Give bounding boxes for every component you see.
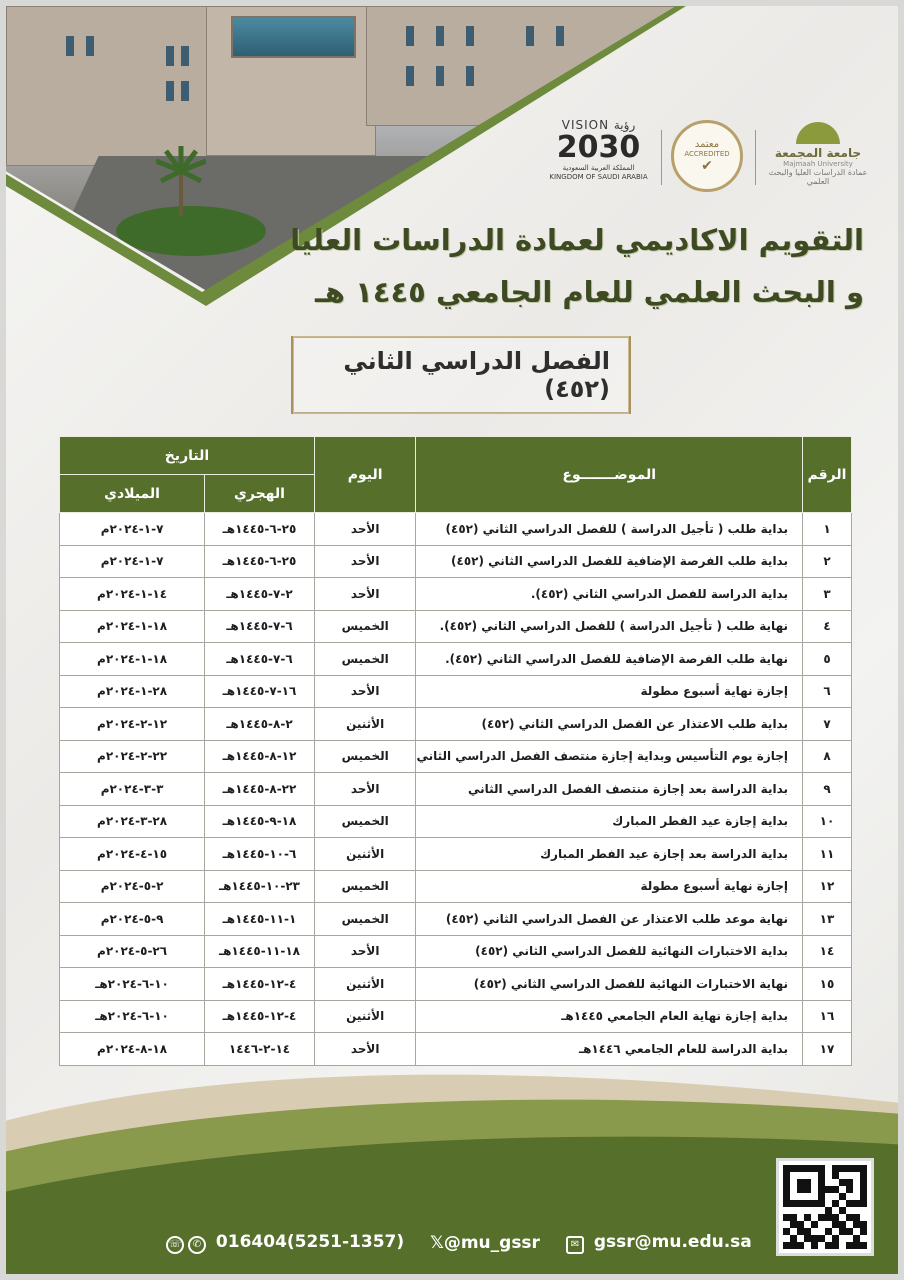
row-num: ١٧ bbox=[803, 1033, 852, 1066]
row-subject: بداية الدراسة بعد إجازة منتصف الفصل الدراسي الثاني bbox=[416, 773, 803, 806]
calendar-table bbox=[59, 436, 852, 1066]
row-num: ٦ bbox=[803, 675, 852, 708]
row-subject: بداية الاختبارات النهائية للفصل الدراسي الثاني (٤٥٢) bbox=[416, 935, 803, 968]
row-gregorian: ١٥-٤-٢٠٢٤م bbox=[60, 838, 205, 871]
row-gregorian: ١٤-١-٢٠٢٤م bbox=[60, 578, 205, 611]
row-day: الخميس bbox=[314, 740, 416, 773]
qr-code[interactable] bbox=[776, 1158, 874, 1256]
row-day: الخميس bbox=[314, 805, 416, 838]
row-hijri: ٢٢-٨-١٤٤٥هـ bbox=[205, 773, 315, 806]
table-row bbox=[60, 903, 852, 936]
university-emblem-icon bbox=[796, 122, 840, 144]
row-num: ١ bbox=[803, 513, 852, 546]
row-gregorian: ١٨-١-٢٠٢٤م bbox=[60, 610, 205, 643]
table-row bbox=[60, 578, 852, 611]
row-num: ١٦ bbox=[803, 1000, 852, 1033]
row-gregorian: ٣-٣-٢٠٢٤م bbox=[60, 773, 205, 806]
row-num: ٩ bbox=[803, 773, 852, 806]
row-hijri: ١-١١-١٤٤٥هـ bbox=[205, 903, 315, 936]
row-num: ٢ bbox=[803, 545, 852, 578]
table-row bbox=[60, 1000, 852, 1033]
row-hijri: ٢٣-١٠-١٤٤٥هـ bbox=[205, 870, 315, 903]
table-row bbox=[60, 513, 852, 546]
row-subject: بداية إجازة عيد الفطر المبارك bbox=[416, 805, 803, 838]
row-hijri: ١٨-٩-١٤٤٥هـ bbox=[205, 805, 315, 838]
table-row bbox=[60, 545, 852, 578]
table-row bbox=[60, 968, 852, 1001]
row-num: ٧ bbox=[803, 708, 852, 741]
table-row bbox=[60, 675, 852, 708]
semester-frame bbox=[291, 336, 631, 414]
row-day: الأحد bbox=[314, 773, 416, 806]
row-gregorian: ١٢-٢-٢٠٢٤م bbox=[60, 708, 205, 741]
table-row bbox=[60, 870, 852, 903]
row-hijri: ٤-١٢-١٤٤٥هـ bbox=[205, 1000, 315, 1033]
row-gregorian: ١٨-٨-٢٠٢٤م bbox=[60, 1033, 205, 1066]
title-line-1: التقويم الاكاديمي لعمادة الدراسات العليا bbox=[290, 223, 864, 257]
row-subject: نهاية الاختبارات النهائية للفصل الدراسي الثاني (٤٥٢) bbox=[416, 968, 803, 1001]
row-subject: بداية الدراسة بعد إجازة عيد الفطر المبارك bbox=[416, 838, 803, 871]
row-gregorian: ٢٨-١-٢٠٢٤م bbox=[60, 675, 205, 708]
page-title bbox=[290, 214, 864, 318]
row-subject: بداية إجازة نهاية العام الجامعي ١٤٤٥هـ bbox=[416, 1000, 803, 1033]
twitter-contact[interactable]: 𝕏@mu_gssr bbox=[430, 1232, 540, 1253]
row-num: ٣ bbox=[803, 578, 852, 611]
table-row bbox=[60, 805, 852, 838]
accredited-seal-icon: معتمد ACCREDITED ✔ bbox=[671, 120, 743, 192]
row-hijri: ٢٥-٦-١٤٤٥هـ bbox=[205, 545, 315, 578]
row-hijri: ٦-٧-١٤٤٥هـ bbox=[205, 610, 315, 643]
row-gregorian: ١٨-١-٢٠٢٤م bbox=[60, 643, 205, 676]
row-num: ١٢ bbox=[803, 870, 852, 903]
header-num: الرقم bbox=[803, 437, 852, 513]
row-day: الأثنين bbox=[314, 838, 416, 871]
row-day: الأحد bbox=[314, 675, 416, 708]
x-icon: 𝕏 bbox=[430, 1232, 444, 1253]
row-subject: إجازة يوم التأسيس وبداية إجازة منتصف الفصل الدراسي الثاني bbox=[416, 740, 803, 773]
row-day: الخميس bbox=[314, 643, 416, 676]
row-day: الأثنين bbox=[314, 708, 416, 741]
row-hijri: ١٦-٧-١٤٤٥هـ bbox=[205, 675, 315, 708]
row-num: ١٥ bbox=[803, 968, 852, 1001]
row-day: الأحد bbox=[314, 545, 416, 578]
row-hijri: ١٨-١١-١٤٤٥هـ bbox=[205, 935, 315, 968]
row-subject: نهاية طلب ( تأجيل الدراسة ) للفصل الدراسي الثاني (٤٥٢). bbox=[416, 610, 803, 643]
university-logo: جامعة المجمعة Majmaah University عمادة الدراسات العليا والبحث العلمي bbox=[763, 122, 873, 197]
email-icon: ✉ bbox=[566, 1236, 584, 1254]
row-subject: نهاية طلب الفرصة الإضافية للفصل الدراسي الثاني (٤٥٢). bbox=[416, 643, 803, 676]
row-subject: إجازة نهاية أسبوع مطولة bbox=[416, 870, 803, 903]
header-date: التاريخ bbox=[60, 437, 315, 475]
semester-label: الفصل الدراسي الثاني (٤٥٢) bbox=[293, 336, 629, 414]
row-subject: بداية طلب الاعتذار عن الفصل الدراسي الثاني (٤٥٢) bbox=[416, 708, 803, 741]
row-hijri: ٢-٧-١٤٤٥هـ bbox=[205, 578, 315, 611]
row-gregorian: ٢٨-٣-٢٠٢٤م bbox=[60, 805, 205, 838]
row-day: الأحد bbox=[314, 935, 416, 968]
row-day: الأثنين bbox=[314, 968, 416, 1001]
row-day: الخميس bbox=[314, 610, 416, 643]
row-day: الأحد bbox=[314, 578, 416, 611]
row-gregorian: ٧-١-٢٠٢٤م bbox=[60, 545, 205, 578]
header-gregorian: الميلادي bbox=[60, 475, 205, 513]
row-num: ١٠ bbox=[803, 805, 852, 838]
logos-row bbox=[541, 118, 876, 198]
table-row bbox=[60, 708, 852, 741]
row-hijri: ٢-٨-١٤٤٥هـ bbox=[205, 708, 315, 741]
title-line-2: و البحث العلمي للعام الجامعي ١٤٤٥ هـ bbox=[314, 275, 864, 309]
row-gregorian: ٢٢-٢-٢٠٢٤م bbox=[60, 740, 205, 773]
row-day: الأحد bbox=[314, 1033, 416, 1066]
vision-2030-logo: VISION رؤية 2030 المملكة العربية السعودية KINGDOM OF SAUDI ARABIA bbox=[549, 118, 648, 181]
row-hijri: ٦-٧-١٤٤٥هـ bbox=[205, 643, 315, 676]
header-subject: الموضـــــــوع bbox=[416, 437, 803, 513]
email-contact[interactable]: ✉ gssr@mu.edu.sa bbox=[566, 1232, 752, 1254]
table-row bbox=[60, 610, 852, 643]
row-hijri: ١٢-٨-١٤٤٥هـ bbox=[205, 740, 315, 773]
row-subject: بداية طلب الفرصة الإضافية للفصل الدراسي الثاني (٤٥٢) bbox=[416, 545, 803, 578]
table-row bbox=[60, 935, 852, 968]
row-day: الأحد bbox=[314, 513, 416, 546]
table-row bbox=[60, 740, 852, 773]
table-row bbox=[60, 773, 852, 806]
row-subject: إجازة نهاية أسبوع مطولة bbox=[416, 675, 803, 708]
row-day: الخميس bbox=[314, 903, 416, 936]
row-num: ٤ bbox=[803, 610, 852, 643]
row-subject: بداية الدراسة للفصل الدراسي الثاني (٤٥٢). bbox=[416, 578, 803, 611]
row-hijri: ٤-١٢-١٤٤٥هـ bbox=[205, 968, 315, 1001]
row-gregorian: ٩-٥-٢٠٢٤م bbox=[60, 903, 205, 936]
row-gregorian: ٧-١-٢٠٢٤م bbox=[60, 513, 205, 546]
row-hijri: ٢٥-٦-١٤٤٥هـ bbox=[205, 513, 315, 546]
row-num: ٥ bbox=[803, 643, 852, 676]
row-day: الخميس bbox=[314, 870, 416, 903]
row-subject: بداية طلب ( تأجيل الدراسة ) للفصل الدراسي الثاني (٤٥٢) bbox=[416, 513, 803, 546]
header-day: اليوم bbox=[314, 437, 416, 513]
contact-footer bbox=[166, 1232, 752, 1254]
row-subject: بداية الدراسة للعام الجامعي ١٤٤٦هـ bbox=[416, 1033, 803, 1066]
row-num: ١٤ bbox=[803, 935, 852, 968]
row-num: ٨ bbox=[803, 740, 852, 773]
table-row bbox=[60, 643, 852, 676]
row-subject: نهاية موعد طلب الاعتذار عن الفصل الدراسي الثاني (٤٥٢) bbox=[416, 903, 803, 936]
row-gregorian: ١٠-٦-٢٠٢٤هـ bbox=[60, 968, 205, 1001]
header-hijri: الهجري bbox=[205, 475, 315, 513]
row-num: ١٣ bbox=[803, 903, 852, 936]
row-day: الأثنين bbox=[314, 1000, 416, 1033]
phone-icon: ☏ bbox=[166, 1236, 184, 1254]
row-gregorian: ١٠-٦-٢٠٢٤هـ bbox=[60, 1000, 205, 1033]
row-hijri: ١٤-٢-١٤٤٦ bbox=[205, 1033, 315, 1066]
table-row bbox=[60, 838, 852, 871]
row-num: ١١ bbox=[803, 838, 852, 871]
phone-contact[interactable]: ☏ ✆ 016404(5251-1357) bbox=[166, 1232, 404, 1254]
calendar-poster bbox=[6, 6, 898, 1274]
row-hijri: ٦-١٠-١٤٤٥هـ bbox=[205, 838, 315, 871]
row-gregorian: ٢-٥-٢٠٢٤م bbox=[60, 870, 205, 903]
row-gregorian: ٢٦-٥-٢٠٢٤م bbox=[60, 935, 205, 968]
whatsapp-icon: ✆ bbox=[188, 1236, 206, 1254]
